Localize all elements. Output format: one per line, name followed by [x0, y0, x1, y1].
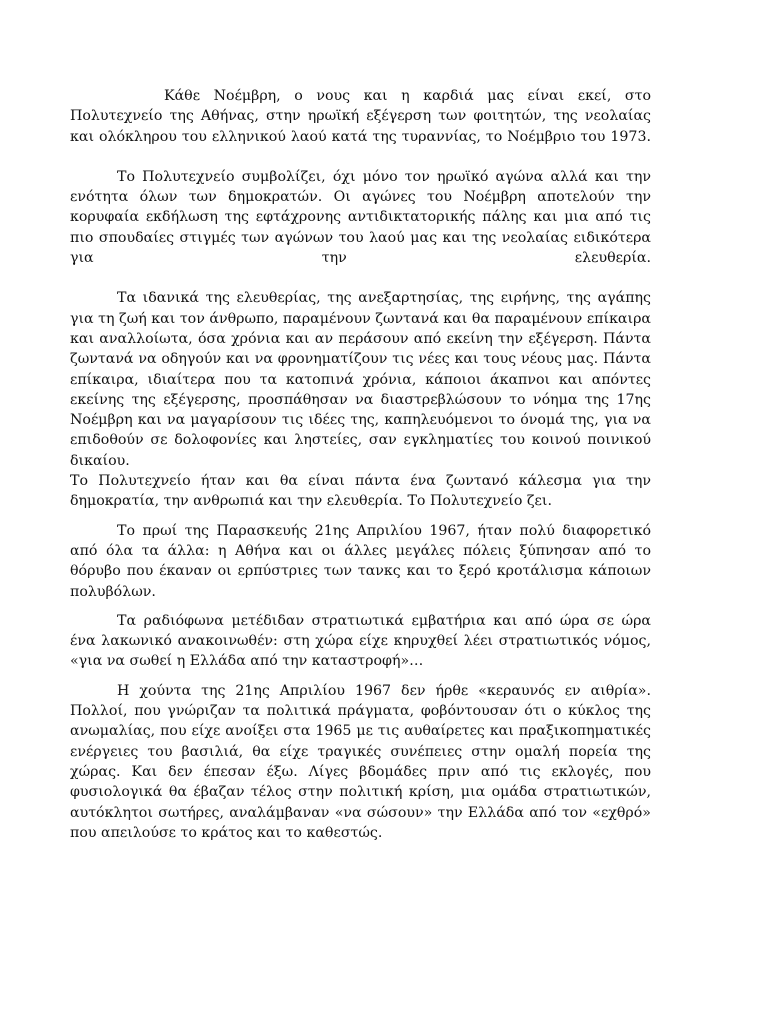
paragraph-radio-announcement: Τα ραδιόφωνα μετέδιδαν στρατιωτικά εμβατήρια και από ώρα σε ώρα ένα λακωνικό ανακοινωθέν: στη χώρα είχε κηρυχθεί λέει στρατιωτικός νόμος, «για να σωθεί η Ελλάδα από την καταστροφή»…: [70, 612, 651, 670]
paragraph-polytechnic-lives: Το Πολυτεχνείο ήταν και θα είναι πάντα ένα ζωντανό κάλεσμα για την δημοκρατία, την ανθρωπιά και την ελευθερία. Το Πολυτεχνείο ζει.: [70, 473, 651, 510]
paragraph-polytechnic-memory: Κάθε Νοέμβρη, ο νους και η καρδιά μας είναι εκεί, στο Πολυτεχνείο της Αθήνας, στην ηρωϊκή εξέγερση των φοιτητών, της νεολαίας και ολόκληρου του ελληνικού λαού κατά της τυραννίας, το Νοέμβριο του 1973.: [70, 88, 651, 145]
paragraph-junta: Η χούντα της 21ης Απριλίου 1967 δεν ήρθε «κεραυνός εν αιθρία». Πολλοί, που γνώριζαν τα πολιτικά πράγματα, φοβόντουσαν ότι ο κύκλος της ανωμαλίας, που είχε ανοίξει στα 1965 με τις αυθαίρετες και πραξικοπηματικές ενέργειες του βασιλιά, θα είχε τραγικές συνέπειες στην ομαλή πορεία της χώρας. Και δεν έπεσαν έξω. Λίγες βδομάδες πριν από τις εκλογές, που φυσιολογικά θα έβαζαν τέλος στην πολιτική κρίση, μια ομάδα στρατιωτικών, αυτόκλητοι σωτήρες, αναλάμβαναν «να σώσουν» την Ελλάδα από τον «εχθρό» που απειλούσε το κράτος και το καθεστώς.: [70, 682, 651, 841]
paragraph-ideals: Τα ιδανικά της ελευθερίας, της ανεξαρτησίας, της ειρήνης, της αγάπης για τη ζωή και τον άνθρωπο, παραμένουν ζωντανά και θα παραμένουν επίκαιρα και αναλλοίωτα, όσα χρόνια και αν περάσουν από εκείνη την εξέγερση. Πάντα ζωντανά να οδηγούν και να φρονηματίζουν τις νέες και τους νέους μας. Πάντα επίκαιρα, ιδιαίτερα που τα κατοπινά χρόνια, κάποιοι άκαπνοι και απόντες εκείνης της εξέγερσης, προσπάθησαν να διαστρεβλώσουν το νόημα της 17ης Νοέμβρη και να μαγαρίσουν τις ιδέες της, καπηλευόμενοι το όνομά της, για να επιδοθούν σε δολοφονίες και ληστείες, σαν εγκληματίες του κοινού ποινικού δικαίου.: [70, 290, 651, 469]
document-page: [70, 86, 651, 843]
paragraph-polytechnic-symbol: Το Πολυτεχνείο συμβολίζει, όχι μόνο τον ηρωϊκό αγώνα αλλά και την ενότητα όλων των δημοκρατών. Οι αγώνες του Νοέμβρη αποτελούν την κορυφαία εκδήλωση της εφτάχρονης αντιδικτατορικής πάλης και μια από τις πιο σπουδαίες στιγμές των αγώνων του λαού μας και της νεολαίας ειδικότερα για την ελευθερία.: [70, 168, 651, 267]
paragraph-april-morning: Το πρωί της Παρασκευής 21ης Απριλίου 1967, ήταν πολύ διαφορετικό από όλα τα άλλα: η Αθήνα και οι άλλες μεγάλες πόλεις ξύπνησαν από το θόρυβο που έκαναν οι ερπύστριες των τανκς και το ξερό κροτάλισμα κάποιων πολυβόλων.: [70, 522, 651, 600]
